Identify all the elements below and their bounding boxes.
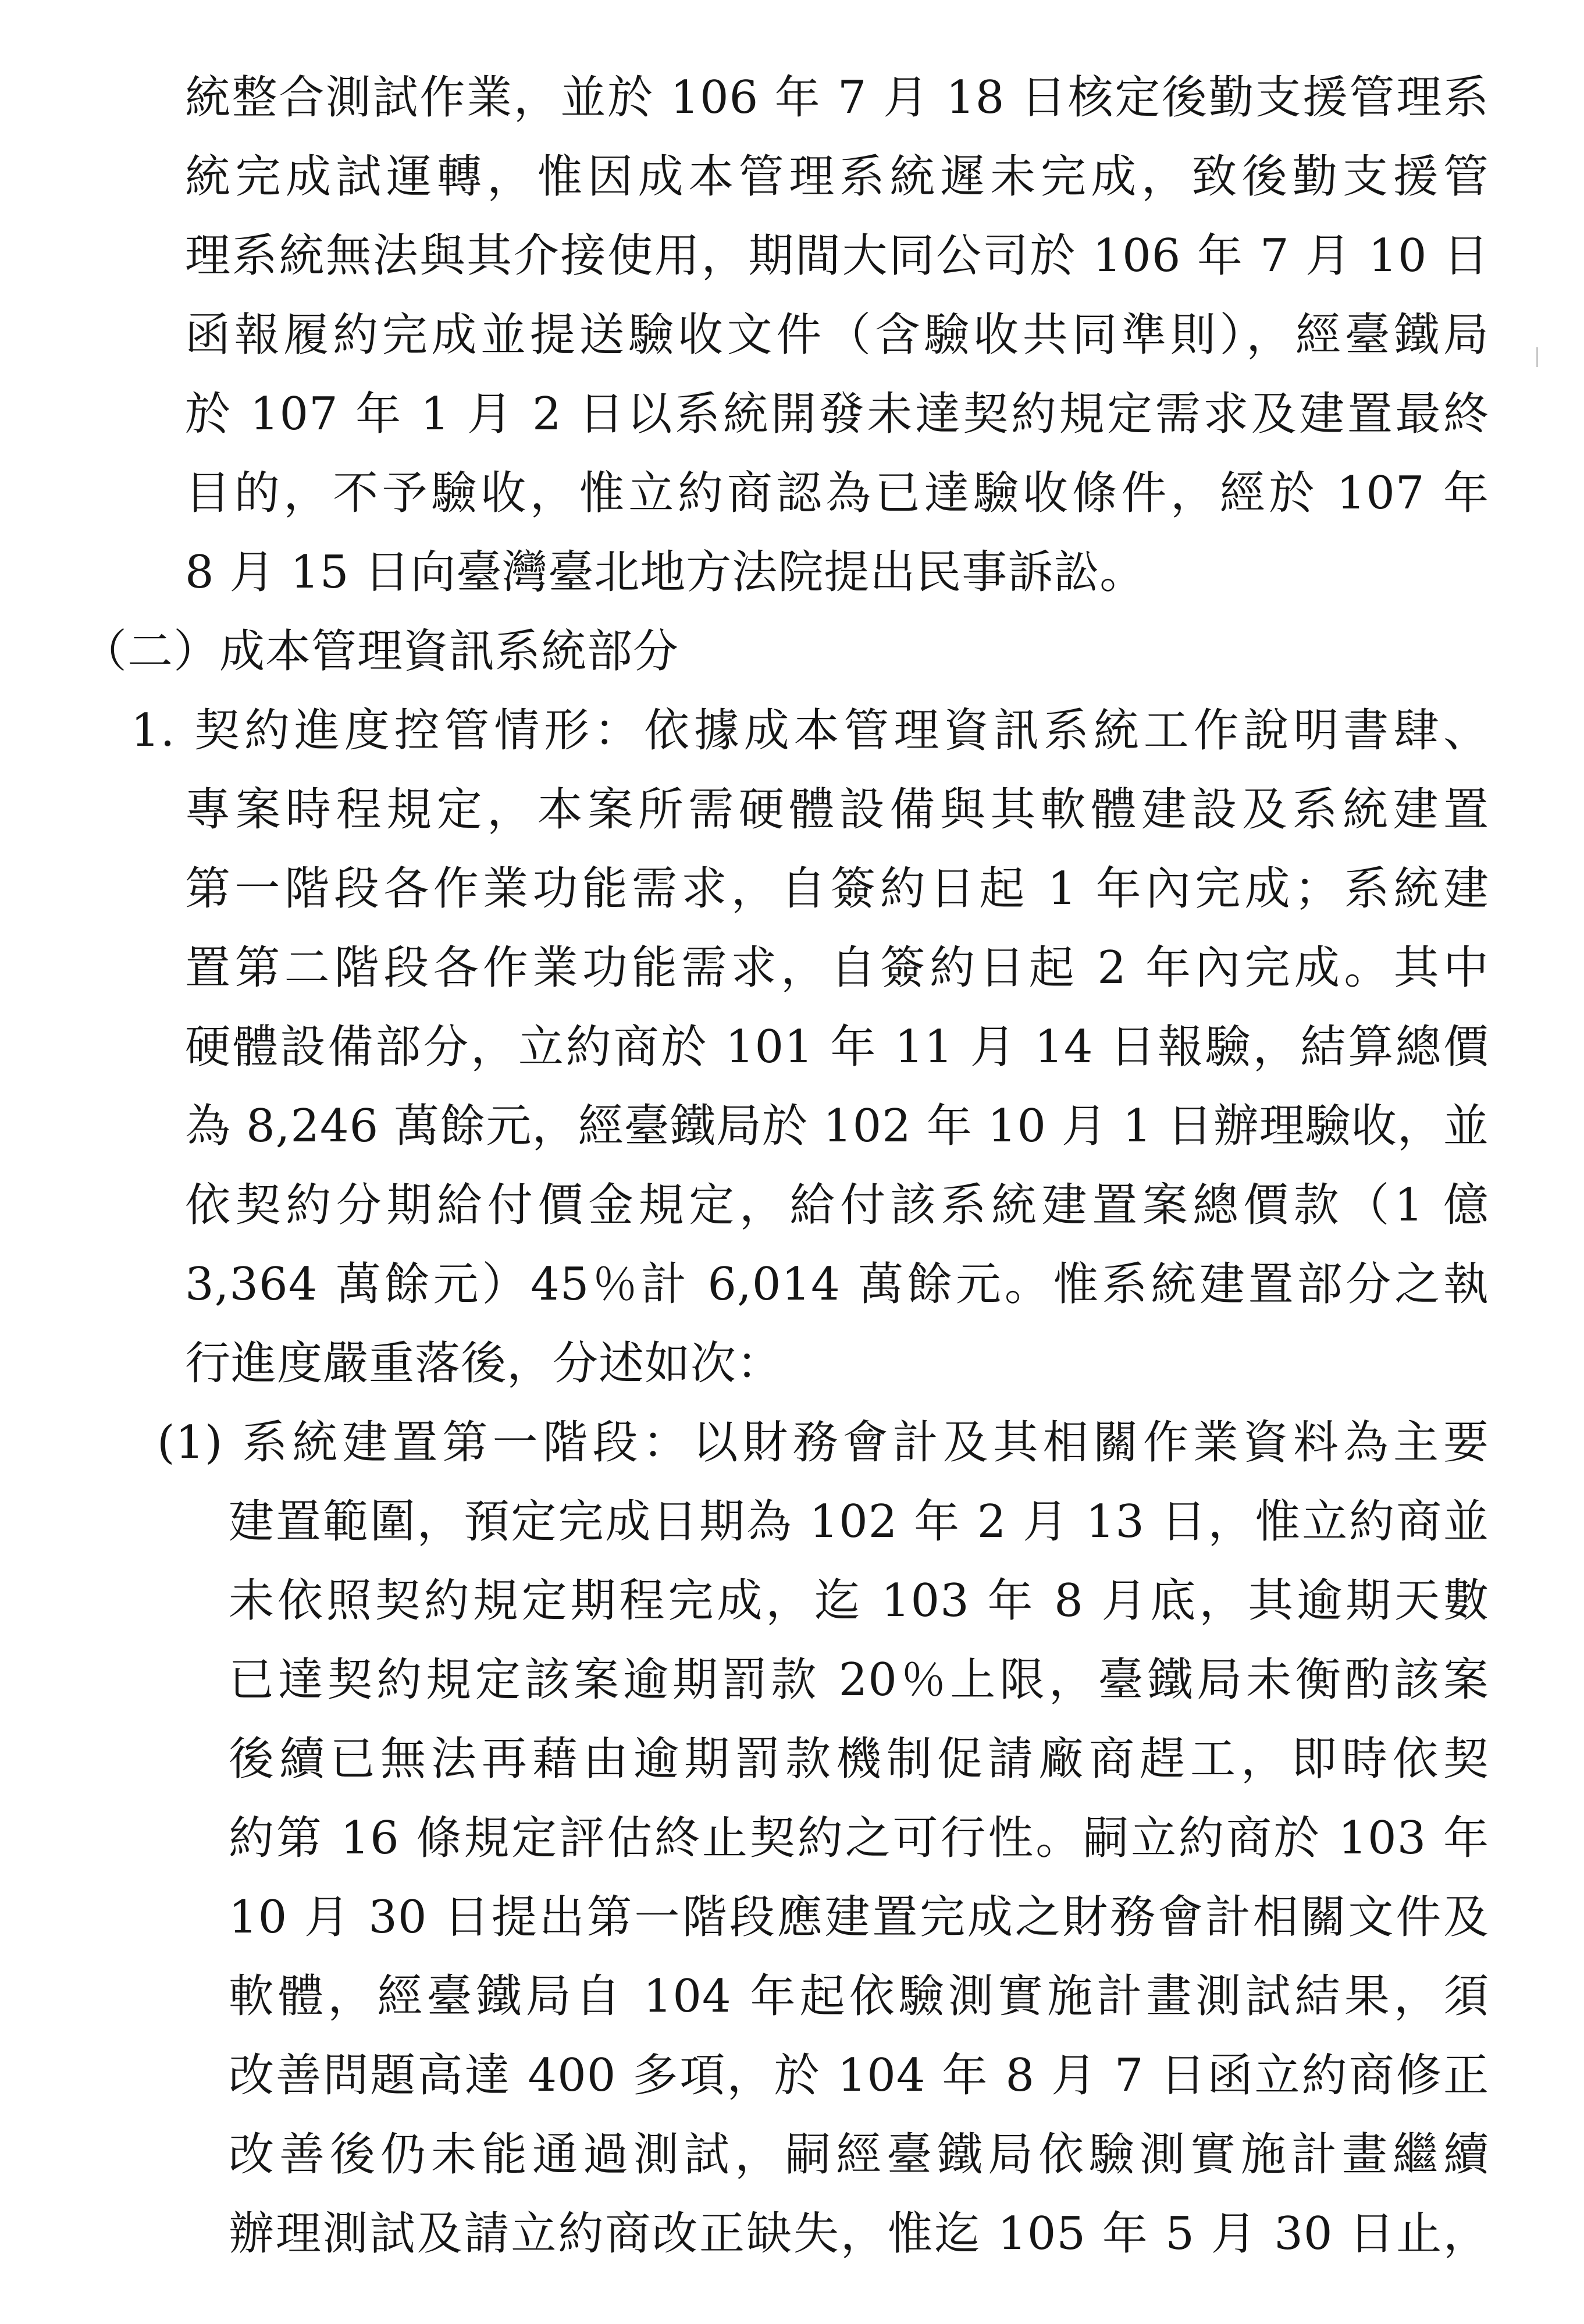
sub-item-line: 改善後仍未能通過測試，嗣經臺鐵局依驗測實施計畫繼續 bbox=[229, 2129, 1489, 2181]
item-line: 置第二階段各作業功能需求，自簽約日起 2 年內完成。其中 bbox=[185, 942, 1489, 994]
sub-item-line: 後續已無法再藉由逾期罰款機制促請廠商趕工，即時依契 bbox=[229, 1733, 1489, 1785]
paragraph-line: 8 月 15 日向臺灣臺北地方法院提出民事訴訟。 bbox=[185, 546, 1146, 599]
scan-artifact bbox=[1536, 347, 1538, 367]
item-line: 硬體設備部分，立約商於 101 年 11 月 14 日報驗，結算總價 bbox=[185, 1021, 1489, 1073]
paragraph-line: 於 107 年 1 月 2 日以系統開發未達契約規定需求及建置最終 bbox=[185, 388, 1489, 440]
sub-item-line: 軟體，經臺鐵局自 104 年起依驗測實施計畫測試結果，須 bbox=[229, 1970, 1489, 2023]
paragraph-line: 統完成試運轉，惟因成本管理系統遲未完成，致後勤支援管 bbox=[185, 151, 1489, 203]
item-line: 1. 契約進度控管情形：依據成本管理資訊系統工作說明書肆、 bbox=[131, 704, 1489, 757]
sub-item-line: 建置範圍，預定完成日期為 102 年 2 月 13 日，惟立約商並 bbox=[229, 1496, 1489, 1548]
item-line: 3,364 萬餘元）45％計 6,014 萬餘元。惟系統建置部分之執 bbox=[185, 1258, 1489, 1311]
paragraph-line: 目的，不予驗收，惟立約商認為已達驗收條件，經於 107 年 bbox=[185, 467, 1489, 519]
paragraph-line: 函報履約完成並提送驗收文件（含驗收共同準則），經臺鐵局 bbox=[185, 309, 1489, 361]
paragraph-line: 統整合測試作業，並於 106 年 7 月 18 日核定後勤支援管理系 bbox=[185, 72, 1489, 124]
section-heading: （二）成本管理資訊系統部分 bbox=[81, 625, 679, 678]
paragraph-line: 理系統無法與其介接使用，期間大同公司於 106 年 7 月 10 日 bbox=[185, 230, 1489, 282]
item-line: 為 8,246 萬餘元，經臺鐵局於 102 年 10 月 1 日辦理驗收，並 bbox=[185, 1100, 1489, 1152]
item-line: 專案時程規定，本案所需硬體設備與其軟體建設及系統建置 bbox=[185, 784, 1489, 836]
item-line: 行進度嚴重落後，分述如次： bbox=[185, 1337, 783, 1390]
sub-item-line: 未依照契約規定期程完成，迄 103 年 8 月底，其逾期天數 bbox=[229, 1575, 1489, 1627]
sub-item-line: 已達契約規定該案逾期罰款 20％上限，臺鐵局未衡酌該案 bbox=[229, 1654, 1489, 1706]
sub-item-line: 約第 16 條規定評估終止契約之可行性。嗣立約商於 103 年 bbox=[229, 1812, 1489, 1864]
item-line: 依契約分期給付價金規定，給付該系統建置案總價款（1 億 bbox=[185, 1179, 1489, 1232]
sub-item-line: (1) 系統建置第一階段：以財務會計及其相關作業資料為主要 bbox=[157, 1417, 1489, 1469]
sub-item-line: 10 月 30 日提出第一階段應建置完成之財務會計相關文件及 bbox=[229, 1891, 1489, 1944]
sub-item-line: 改善問題高達 400 多項，於 104 年 8 月 7 日函立約商修正 bbox=[229, 2049, 1489, 2102]
sub-item-line: 辦理測試及請立約商改正缺失，惟迄 105 年 5 月 30 日止， bbox=[229, 2208, 1489, 2260]
item-line: 第一階段各作業功能需求，自簽約日起 1 年內完成；系統建 bbox=[185, 863, 1489, 915]
